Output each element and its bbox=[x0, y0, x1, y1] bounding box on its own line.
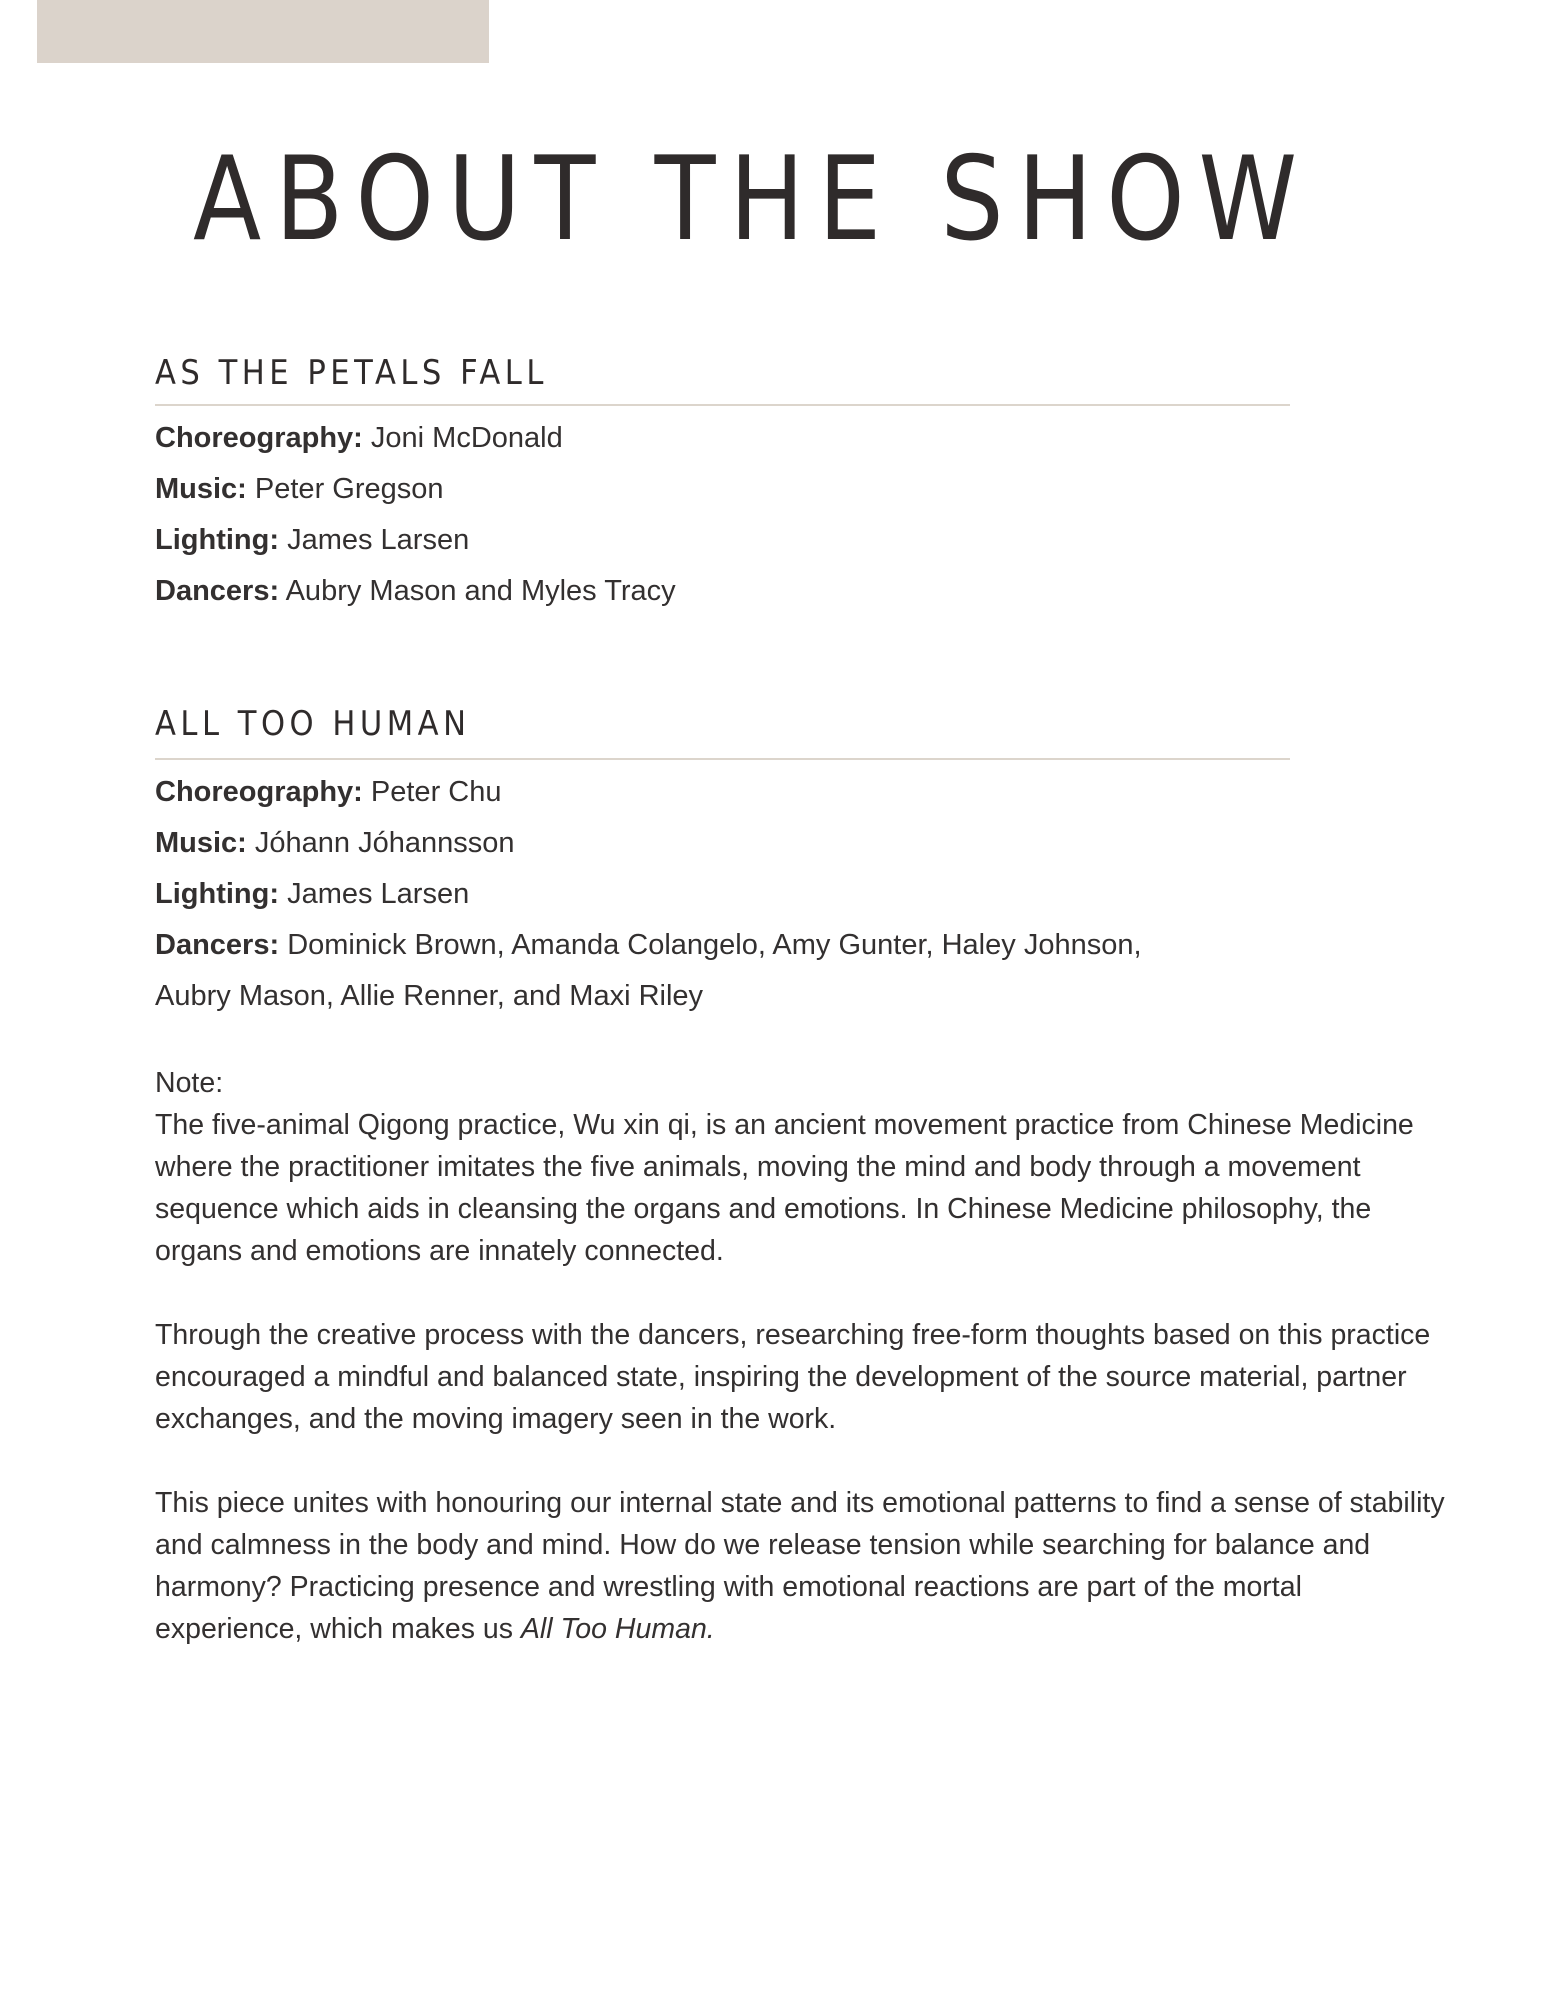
section-divider bbox=[155, 758, 1290, 760]
section-all-too-human bbox=[155, 704, 1290, 1012]
credits-list bbox=[155, 767, 1290, 1022]
credit-lighting bbox=[155, 869, 1290, 920]
credit-choreography bbox=[155, 413, 1290, 464]
credit-value: Dominick Brown, Amanda Colangelo, Amy Gunter, Haley Johnson, bbox=[287, 929, 1142, 961]
credit-value: Joni McDonald bbox=[370, 422, 563, 454]
note-paragraph-3-text: This piece unites with honouring our internal state and its emotional patterns to find a sense of stability and calmness in the body and mind. How do we release tension while searching for balance and harmony? Practicing presence and wrestling with emotional reactions are part of the mortal experience, which makes us bbox=[155, 1487, 1445, 1645]
note-label: Note: bbox=[155, 1067, 224, 1099]
credit-value: James Larsen bbox=[287, 878, 470, 910]
section-divider bbox=[155, 404, 1290, 406]
credit-value: James Larsen bbox=[287, 524, 470, 556]
credit-role: Music: bbox=[155, 473, 247, 505]
credit-role: Music: bbox=[155, 827, 247, 859]
credit-music bbox=[155, 818, 1290, 869]
program-note bbox=[155, 1062, 1455, 1692]
credit-dancers bbox=[155, 566, 1290, 617]
credit-music bbox=[155, 464, 1290, 515]
credit-choreography bbox=[155, 767, 1290, 818]
credit-value: Aubry Mason and Myles Tracy bbox=[285, 575, 676, 607]
credit-lighting bbox=[155, 515, 1290, 566]
note-paragraph-2: Through the creative process with the dancers, researching free-form thoughts based on this practice encouraged a mindful and balanced state, inspiring the development of the source material, partner exchanges, and the moving imagery seen in the work. bbox=[155, 1319, 1431, 1435]
page-title: ABOUT THE SHOW bbox=[193, 132, 1311, 267]
credit-role: Choreography: bbox=[155, 422, 363, 454]
credit-role: Dancers: bbox=[155, 929, 280, 961]
section-heading: AS THE PETALS FALL bbox=[155, 353, 548, 393]
credits-list bbox=[155, 413, 1290, 617]
credit-dancers-continuation: Aubry Mason, Allie Renner, and Maxi Riley bbox=[155, 980, 704, 1012]
credit-role: Dancers: bbox=[155, 575, 280, 607]
credit-value: Peter Chu bbox=[370, 776, 502, 808]
note-paragraph-3-emphasis: All Too Human. bbox=[520, 1613, 715, 1645]
credit-dancers bbox=[155, 920, 1290, 971]
decorative-corner-block bbox=[37, 0, 489, 63]
credit-value: Peter Gregson bbox=[254, 473, 444, 505]
section-heading: ALL TOO HUMAN bbox=[155, 704, 471, 744]
note-paragraph-1: The five-animal Qigong practice, Wu xin qi, is an ancient movement practice from Chinese Medicine where the practitioner imitates the five animals, moving the mind and body through a movement sequence which aids in cleansing the organs and emotions. In Chinese Medicine philosophy, the organs and emotions are innately connected. bbox=[155, 1109, 1414, 1267]
credit-role: Lighting: bbox=[155, 878, 280, 910]
credit-role: Lighting: bbox=[155, 524, 280, 556]
note-paragraph-3 bbox=[155, 1482, 1455, 1650]
credit-value: Jóhann Jóhannsson bbox=[254, 827, 515, 859]
section-as-the-petals-fall bbox=[155, 353, 1290, 607]
credit-role: Choreography: bbox=[155, 776, 363, 808]
